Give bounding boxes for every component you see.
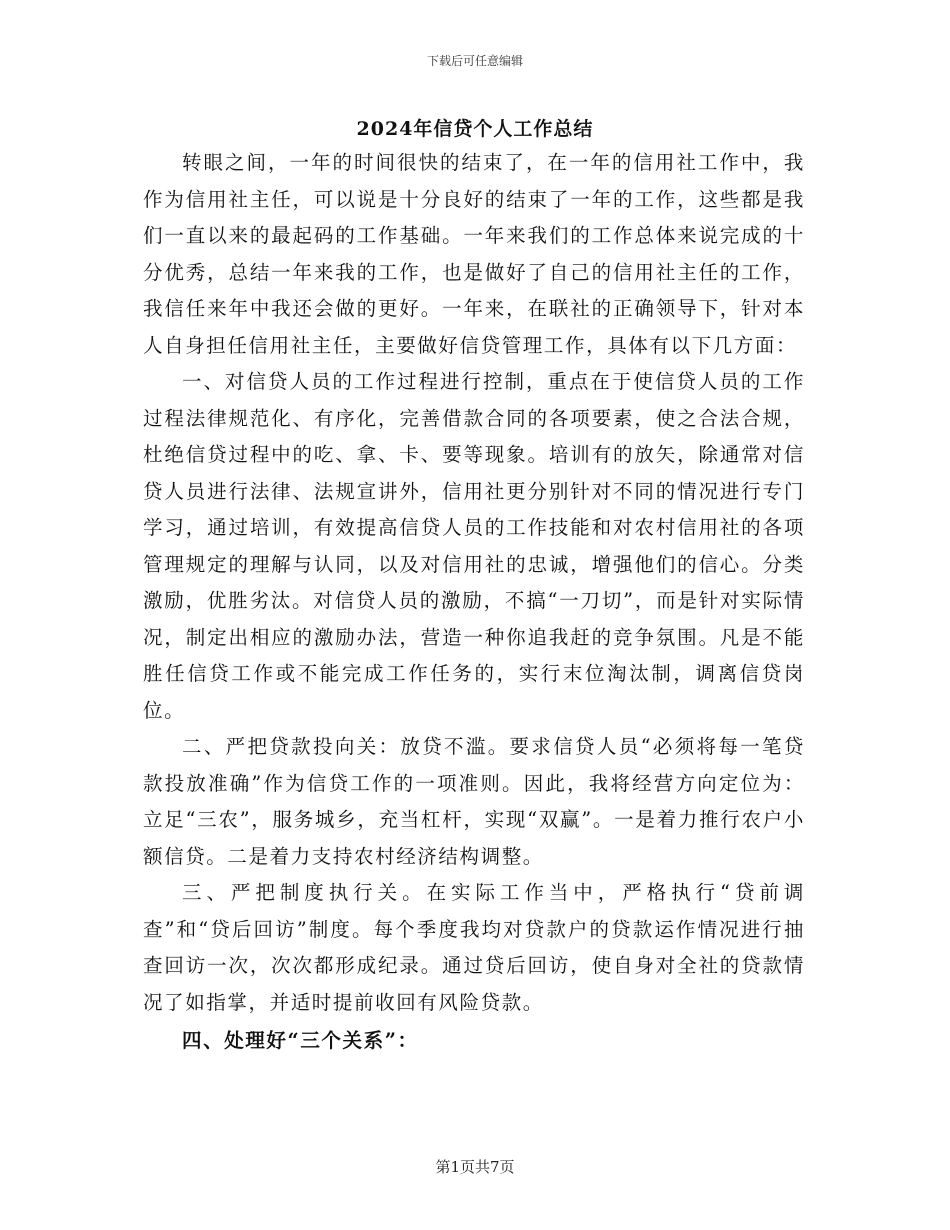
paragraph-point-2: 二、严把贷款投向关：放贷不滥。要求信贷人员“必须将每一笔贷款投放准确”作为信贷工作的一项准则。因此，我将经营方向定位为：立足“三农”，服务城乡，充当杠杆，实现“双赢”。一是着力推行农户小额信贷。二是着力支持农村经济结构调整。: [143, 735, 805, 868]
document-title: 2024年信贷个人工作总结: [356, 118, 594, 140]
header-note: 下载后可任意编辑: [426, 54, 523, 68]
paragraph-point-3: 三、严把制度执行关。在实际工作当中，严格执行“贷前调查”和“贷后回访”制度。每个季度我均对贷款户的贷款运作情况进行抽查回访一次，次次都形成纪录。通过贷后回访，使自身对全社的贷款情况了如指掌，并适时提前收回有风险贷款。: [143, 881, 805, 1014]
section-heading-point-4: 四、处理好“三个关系”：: [182, 1029, 419, 1052]
paragraph-intro: 转眼之间，一年的时间很快的结束了，在一年的信用社工作中，我作为信用社主任，可以说是十分良好的结束了一年的工作，这些都是我们一直以来的最起码的工作基础。一年来我们的工作总体来说完成的十分优秀，总结一年来我的工作，也是做好了自己的信用社主任的工作，我信任来年中我还会做的更好。一年来，在联社的正确领导下，针对本人自身担任信用社主任，主要做好信贷管理工作，具体有以下几方面：: [143, 151, 805, 357]
document-body: [143, 145, 805, 1060]
page-number-footer: 第1页共7页: [435, 1158, 515, 1176]
paragraph-point-1: 一、对信贷人员的工作过程进行控制，重点在于使信贷人员的工作过程法律规范化、有序化，完善借款合同的各项要素，使之合法合规，杜绝信贷过程中的吃、拿、卡、要等现象。培训有的放矢，除通常对信贷人员进行法律、法规宣讲外，信用社更分别针对不同的情况进行专门学习，通过培训，有效提高信贷人员的工作技能和对农村信用社的各项管理规定的理解与认同，以及对信用社的忠诚，增强他们的信心。分类激励，优胜劣汰。对信贷人员的激励，不搞“一刀切”，而是针对实际情况，制定出相应的激励办法，营造一种你追我赶的竞争氛围。凡是不能胜任信贷工作或不能完成工作任务的，实行末位淘汰制，调离信贷岗位。: [143, 370, 805, 722]
